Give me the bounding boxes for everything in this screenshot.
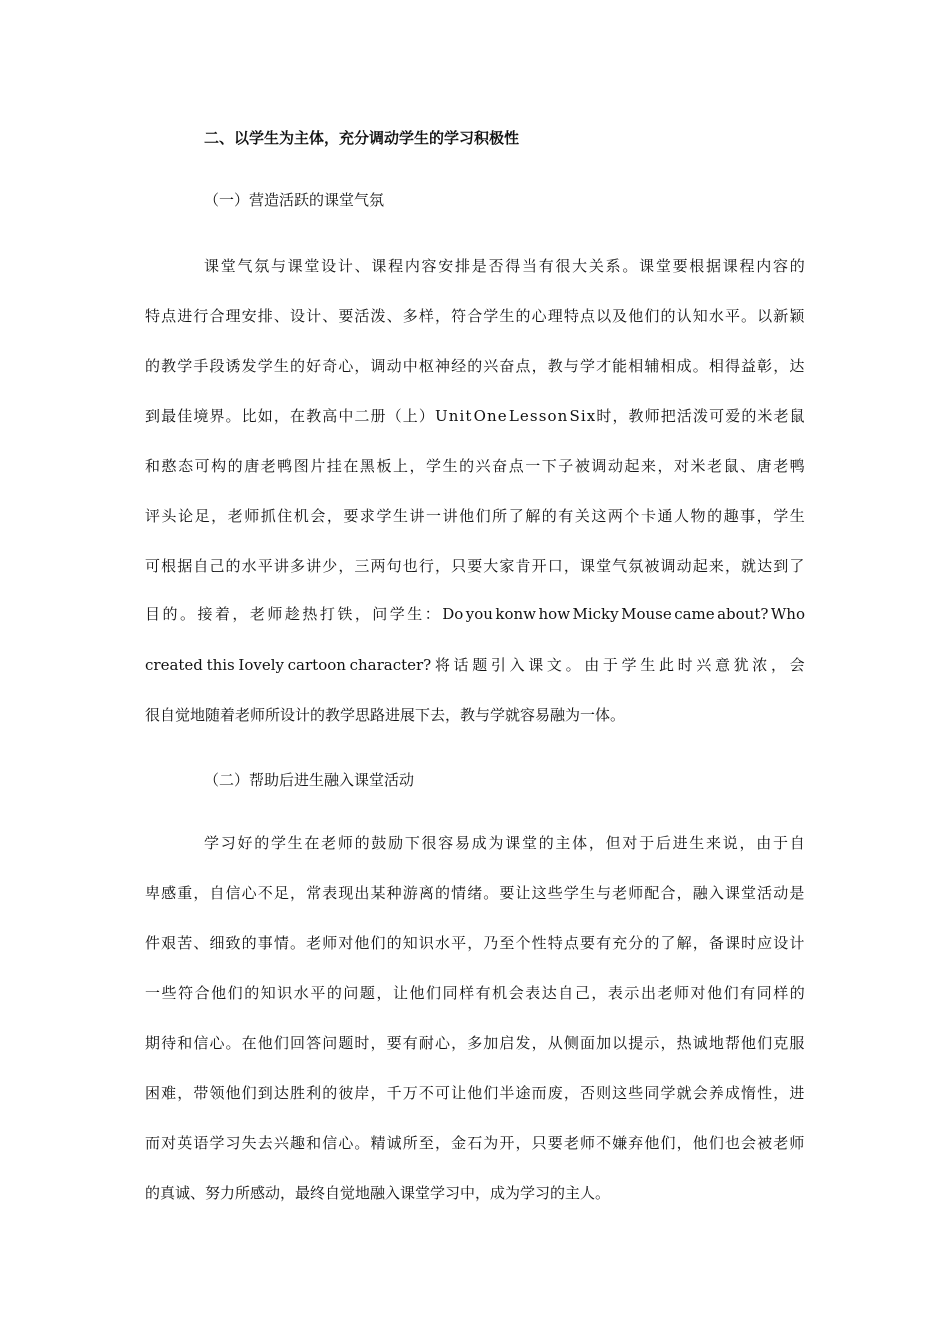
paragraph-line: created this Iovely cartoon character? 将 话 题 引 入 课 文 。 由 于 学 生 此 时 兴 意 犹 浓 ， 会 <box>145 656 805 674</box>
paragraph-line: 评 头 论 足 ， 老 师 抓 住 机 会 ， 要 求 学 生 讲 一 讲 他 们 所 了 解 的 有 关 这 两 个 卡 通 人 物 的 趣 事 ， 学 生 <box>145 507 805 525</box>
paragraph-line: 困 难 ， 带 领 他 们 到 达 胜 利 的 彼 岸 ， 千 万 不 可 让 他 们 半 途 而 废 ， 否 则 这 些 同 学 就 会 养 成 惰 性 ， 进 <box>145 1084 805 1102</box>
paragraph-line: 可 根 据 自 己 的 水 平 讲 多 讲 少 ， 三 两 句 也 行 ， 只 要 大 家 肯 开 口 ， 课 堂 气 氛 被 调 动 起 来 ， 就 达 到 了 <box>145 557 805 575</box>
paragraph-line: 特 点 进 行 合 理 安 排 、 设 计 、 要 活 泼 、 多 样 ， 符 合 学 生 的 心 理 特 点 以 及 他 们 的 认 知 水 平 。 以 新 颖 <box>145 307 805 325</box>
subsection-1-heading: （一）营造活跃的课堂气氛 <box>204 191 385 209</box>
paragraph-line: 到 最 佳 境 界 。 比 如 ， 在 教 高 中 二 册 （ 上 ） U n i t O n e L e s s o n S i x 时 ， 教 师 把 活 泼 可 爱 的 米 老 鼠 <box>145 407 805 425</box>
paragraph-line: 一 些 符 合 他 们 的 知 识 水 平 的 问 题 ， 让 他 们 同 样 有 机 会 表 达 自 己 ， 表 示 出 老 师 对 他 们 有 同 样 的 <box>145 984 805 1002</box>
section-title: 二、以学生为主体，充分调动学生的学习积极性 <box>204 129 520 147</box>
subsection-2-heading: （二）帮助后进生融入课堂活动 <box>204 771 415 789</box>
paragraph-line: 目 的 。 接 着 ， 老 师 趁 热 打 铁 ， 问 学 生 ： Do you konw how Micky Mouse came about? Who <box>145 605 805 623</box>
paragraph-line: 而 对 英 语 学 习 失 去 兴 趣 和 信 心 。 精 诚 所 至 ， 金 石 为 开 ， 只 要 老 师 不 嫌 弃 他 们 ， 他 们 也 会 被 老 师 <box>145 1134 805 1152</box>
paragraph-line: 卑 感 重 ， 自 信 心 不 足 ， 常 表 现 出 某 种 游 离 的 情 绪 。 要 让 这 些 学 生 与 老 师 配 合 ， 融 入 课 堂 活 动 是 <box>145 884 805 902</box>
paragraph-line: 的真诚、努力所感动，最终自觉地融入课堂学习中，成为学习的主人。 <box>145 1184 611 1202</box>
paragraph-line: 很自觉地随着老师所设计的教学思路进展下去，教与学就容易融为一体。 <box>145 706 626 724</box>
paragraph-line: 课 堂 气 氛 与 课 堂 设 计 、 课 程 内 容 安 排 是 否 得 当 有 很 大 关 系 。 课 堂 要 根 据 课 程 内 容 的 <box>204 257 805 275</box>
paragraph-line: 件 艰 苦 、 细 致 的 事 情 。 老 师 对 他 们 的 知 识 水 平 ， 乃 至 个 性 特 点 要 有 充 分 的 了 解 ， 备 课 时 应 设 计 <box>145 934 805 952</box>
paragraph-line: 期 待 和 信 心 。 在 他 们 回 答 问 题 时 ， 要 有 耐 心 ， 多 加 启 发 ， 从 侧 面 加 以 提 示 ， 热 诚 地 帮 他 们 克 服 <box>145 1034 805 1052</box>
paragraph-line: 和 憨 态 可 构 的 唐 老 鸭 图 片 挂 在 黑 板 上 ， 学 生 的 兴 奋 点 一 下 子 被 调 动 起 来 ， 对 米 老 鼠 、 唐 老 鸭 <box>145 457 805 475</box>
paragraph-line: 的 教 学 手 段 诱 发 学 生 的 好 奇 心 ， 调 动 中 枢 神 经 的 兴 奋 点 ， 教 与 学 才 能 相 辅 相 成 。 相 得 益 彰 ， 达 <box>145 357 805 375</box>
paragraph-line: 学 习 好 的 学 生 在 老 师 的 鼓 励 下 很 容 易 成 为 课 堂 的 主 体 ， 但 对 于 后 进 生 来 说 ， 由 于 自 <box>204 834 805 852</box>
